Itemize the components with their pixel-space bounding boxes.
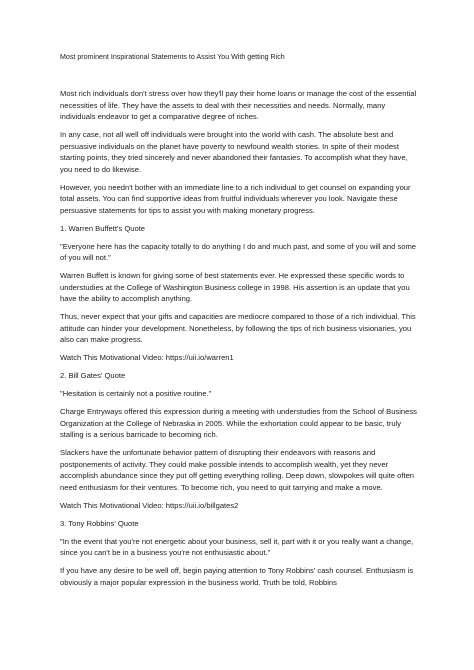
section-heading-warren-buffett: 1. Warren Buffett's Quote — [60, 223, 146, 233]
quote-tony-robbins: "In the event that you're not energetic about your business, sell it, part with it or you really want a change, since you can't be in a business you're not enthusiastic about." — [60, 536, 414, 558]
paragraph-intro-3: However, you needn't bother with an immediate line to a rich individual to get counsel on expanding your total assets. You can find supportive ideas from fruitful individuals wherever you look. Navigate these persuasive statements for tips to assist you with making monetary progress. — [60, 182, 411, 215]
section-heading-tony-robbins: 3. Tony Robbins' Quote — [60, 518, 139, 528]
video-link-billgates: Watch This Motivational Video: https://uii.io/billgates2 — [60, 500, 239, 510]
section-heading-bill-gates: 2. Bill Gates' Quote — [60, 371, 126, 381]
video-link-warren: Watch This Motivational Video: https://uii.io/warren1 — [60, 353, 234, 363]
paragraph-gates-1: Charge Entryways offered this expression during a meeting with understudies from the School of Business Organization at the College of Nebraska in 2005. While the exhortation could appear to be basic, truly stalling is a serious barricade to becoming rich. — [60, 407, 417, 440]
paragraph-buffett-1: Warren Buffett is known for giving some of best statements ever. He expressed these specific words to understudies at the College of Washington Business college in 1998. His assertion is an update that you have the ability to accomplish anything. — [60, 271, 410, 304]
paragraph-robbins-1: If you have any desire to be well off, begin paying attention to Tony Robbins' cash counsel. Enthusiasm is obviously a major popular expression in the business world. Truth be told, Robbins — [60, 566, 414, 587]
quote-warren-buffett: "Everyone here has the capacity totally to do anything I do and much past, and some of you will and some of you will not." — [60, 241, 417, 263]
document-title: Most prominent Inspirational Statements to Assist You With getting Rich — [60, 53, 285, 61]
paragraph-buffett-2: Thus, never expect that your gifts and capacities are mediocre compared to those of a rich individual. This attitude can hinder your development. Nonetheless, by following the tips of rich business visionaries, you also can make progress. — [60, 312, 416, 345]
paragraph-intro-1: Most rich individuals don't stress over how they'll pay their home loans or manage the cost of the essential necessities of life. They have the assets to deal with their necessities and needs. Normally, many individuals endeavor to get a comparative degree of riches. — [60, 89, 417, 122]
document-body — [60, 88, 418, 588]
paragraph-gates-2: Slackers have the unfortunate behavior pattern of disrupting their endeavors with reasons and postponements of activity. They could make possible intends to accomplish wealth, yet they never accomplish abundance since they put off getting everything rolling. Deep down, slowpokes will quite often need enthusiasm for their ventures. To become rich, you need to quit tarrying and make a move. — [60, 448, 415, 492]
paragraph-intro-2: In any case, not all well off individuals were brought into the world with cash. The absolute best and persuasive individuals on the planet have poverty to newfound wealth stories. In spite of their modest starting points, they tried sincerely and never abandoned their fantasies. To accomplish what they have, you need to do likewise. — [60, 130, 408, 174]
quote-bill-gates: "Hesitation is certainly not a positive routine." — [60, 389, 212, 399]
